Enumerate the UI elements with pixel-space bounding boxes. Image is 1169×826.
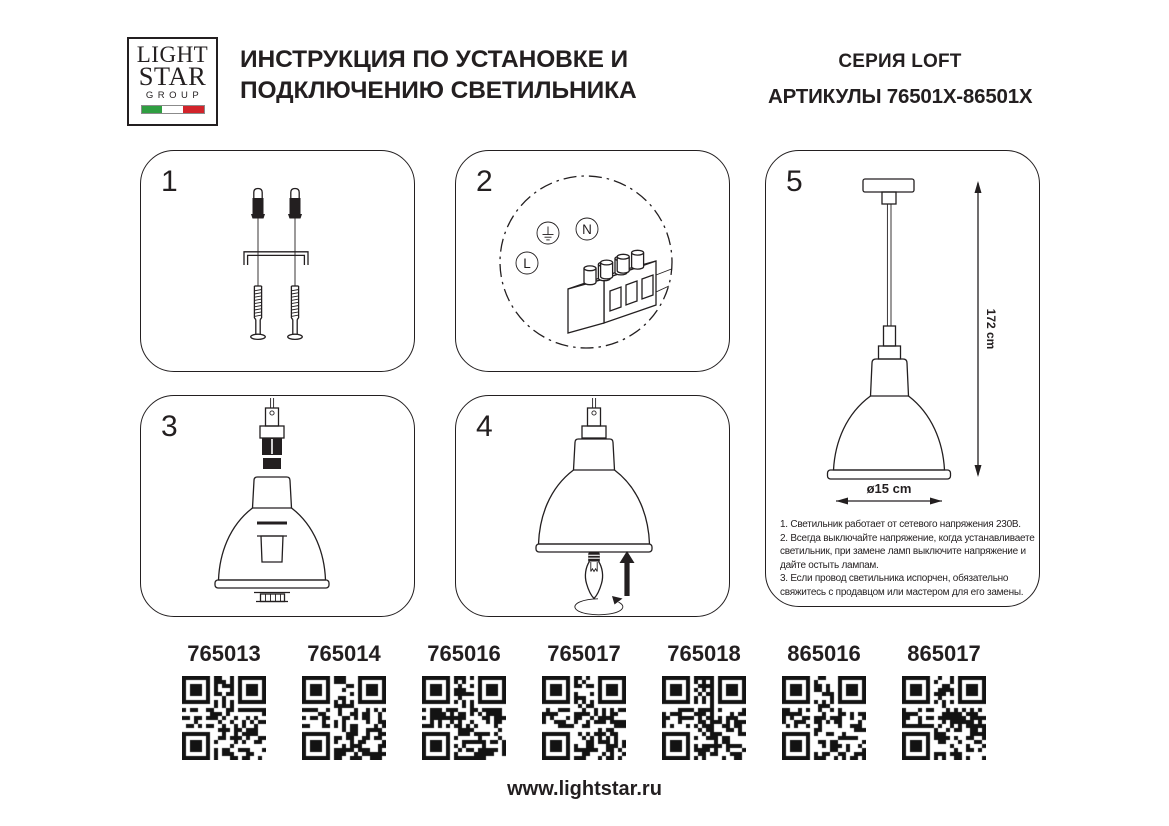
article-number: 765018 bbox=[667, 641, 741, 666]
socket-assembly-diagram bbox=[141, 396, 416, 618]
page-title bbox=[240, 45, 637, 106]
product-column bbox=[532, 641, 636, 760]
qr-code bbox=[182, 676, 266, 760]
article-number: 765016 bbox=[427, 641, 501, 666]
step-panel-1 bbox=[140, 150, 415, 372]
diameter-dimension bbox=[836, 481, 942, 505]
qr-code bbox=[542, 676, 626, 760]
step-panel-5 bbox=[765, 150, 1040, 607]
height-dimension bbox=[975, 181, 999, 477]
line-terminal-label bbox=[516, 252, 538, 274]
lamp-shade bbox=[828, 326, 951, 479]
step-number-4: 4 bbox=[476, 410, 493, 443]
products-row bbox=[172, 641, 996, 760]
earth-ground-icon bbox=[537, 222, 559, 244]
qr-code bbox=[782, 676, 866, 760]
step-panel-2 bbox=[455, 150, 730, 372]
shade-clip bbox=[254, 593, 290, 602]
step-number-3: 3 bbox=[161, 410, 178, 443]
wall-anchor-right bbox=[288, 189, 302, 287]
article-number: 765013 bbox=[187, 641, 261, 666]
svg-text:N: N bbox=[582, 221, 592, 237]
note-item: 2. Всегда выключайте напряжение, когда устанавливаете светильник, при замене ламп выключите напряжение и дайте остыть лампам. bbox=[780, 532, 1035, 571]
terminal-block bbox=[568, 250, 656, 333]
title-line-1: ИНСТРУКЦИЯ ПО УСТАНОВКЕ И bbox=[240, 46, 629, 73]
product-column bbox=[292, 641, 396, 760]
rotate-arrow-icon bbox=[575, 596, 623, 615]
article-number: 865016 bbox=[787, 641, 861, 666]
wiring-terminal-diagram bbox=[456, 151, 731, 373]
product-column bbox=[412, 641, 516, 760]
lamp-socket bbox=[262, 438, 282, 469]
mounting-bracket bbox=[244, 252, 308, 265]
note-item: 1. Светильник работает от сетевого напряжения 230В. bbox=[780, 519, 1021, 530]
ceiling-canopy bbox=[863, 179, 914, 204]
article-number: 765014 bbox=[307, 641, 381, 666]
flag-stripe-red bbox=[183, 106, 204, 113]
step-panel-3 bbox=[140, 395, 415, 617]
step-number-5: 5 bbox=[786, 165, 803, 198]
flag-stripe-green bbox=[142, 106, 163, 113]
mounting-screw-left bbox=[251, 286, 266, 339]
bulb-installation-diagram bbox=[456, 396, 731, 618]
lightstar-logo bbox=[127, 37, 218, 126]
safety-notes bbox=[780, 518, 1036, 600]
footer-url: www.lightstar.ru bbox=[507, 778, 662, 800]
italy-flag bbox=[141, 105, 205, 114]
logo-word-star: STAR bbox=[138, 61, 207, 91]
step-panel-4 bbox=[455, 395, 730, 617]
title-line-2: ПОДКЛЮЧЕНИЮ СВЕТИЛЬНИКА bbox=[240, 76, 637, 104]
wire-lines bbox=[656, 269, 672, 292]
qr-code bbox=[302, 676, 386, 760]
product-column bbox=[892, 641, 996, 760]
wall-anchor-left bbox=[251, 189, 265, 287]
product-column bbox=[772, 641, 876, 760]
series-title: СЕРИЯ LOFT bbox=[838, 51, 962, 72]
flag-stripe-white bbox=[162, 106, 183, 113]
up-arrow-icon bbox=[620, 551, 635, 596]
lamp-shade bbox=[215, 477, 329, 588]
svg-text:L: L bbox=[523, 255, 531, 271]
cord-grip bbox=[582, 398, 606, 438]
qr-code bbox=[902, 676, 986, 760]
qr-code bbox=[662, 676, 746, 760]
product-column bbox=[652, 641, 756, 760]
logo-word-group: GROUP bbox=[145, 90, 204, 101]
articles-range: АРТИКУЛЫ 76501X-86501X bbox=[768, 85, 1033, 108]
height-dimension-label: 172 cm bbox=[984, 308, 998, 350]
article-number: 865017 bbox=[907, 641, 981, 666]
step-number-1: 1 bbox=[161, 165, 178, 198]
mounting-screw-right bbox=[288, 286, 303, 339]
bulb-icon bbox=[585, 552, 602, 599]
mounting-hardware-diagram bbox=[141, 151, 416, 373]
step-number-2: 2 bbox=[476, 165, 493, 198]
product-column bbox=[172, 641, 276, 760]
cord-grip bbox=[260, 398, 284, 438]
series-header bbox=[768, 51, 1032, 109]
qr-code bbox=[422, 676, 506, 760]
diameter-dimension-label: ø15 cm bbox=[866, 481, 912, 496]
neutral-terminal-label bbox=[576, 218, 598, 240]
lamp-shade bbox=[536, 439, 652, 552]
logo-word-light: LIGHT bbox=[136, 42, 209, 67]
article-number: 765017 bbox=[547, 641, 621, 666]
suspension-cord bbox=[887, 204, 891, 326]
note-item: 3. Если провод светильника испорчен, обязательно свяжитесь с продавцом или мастером для его замены. bbox=[780, 573, 1024, 598]
